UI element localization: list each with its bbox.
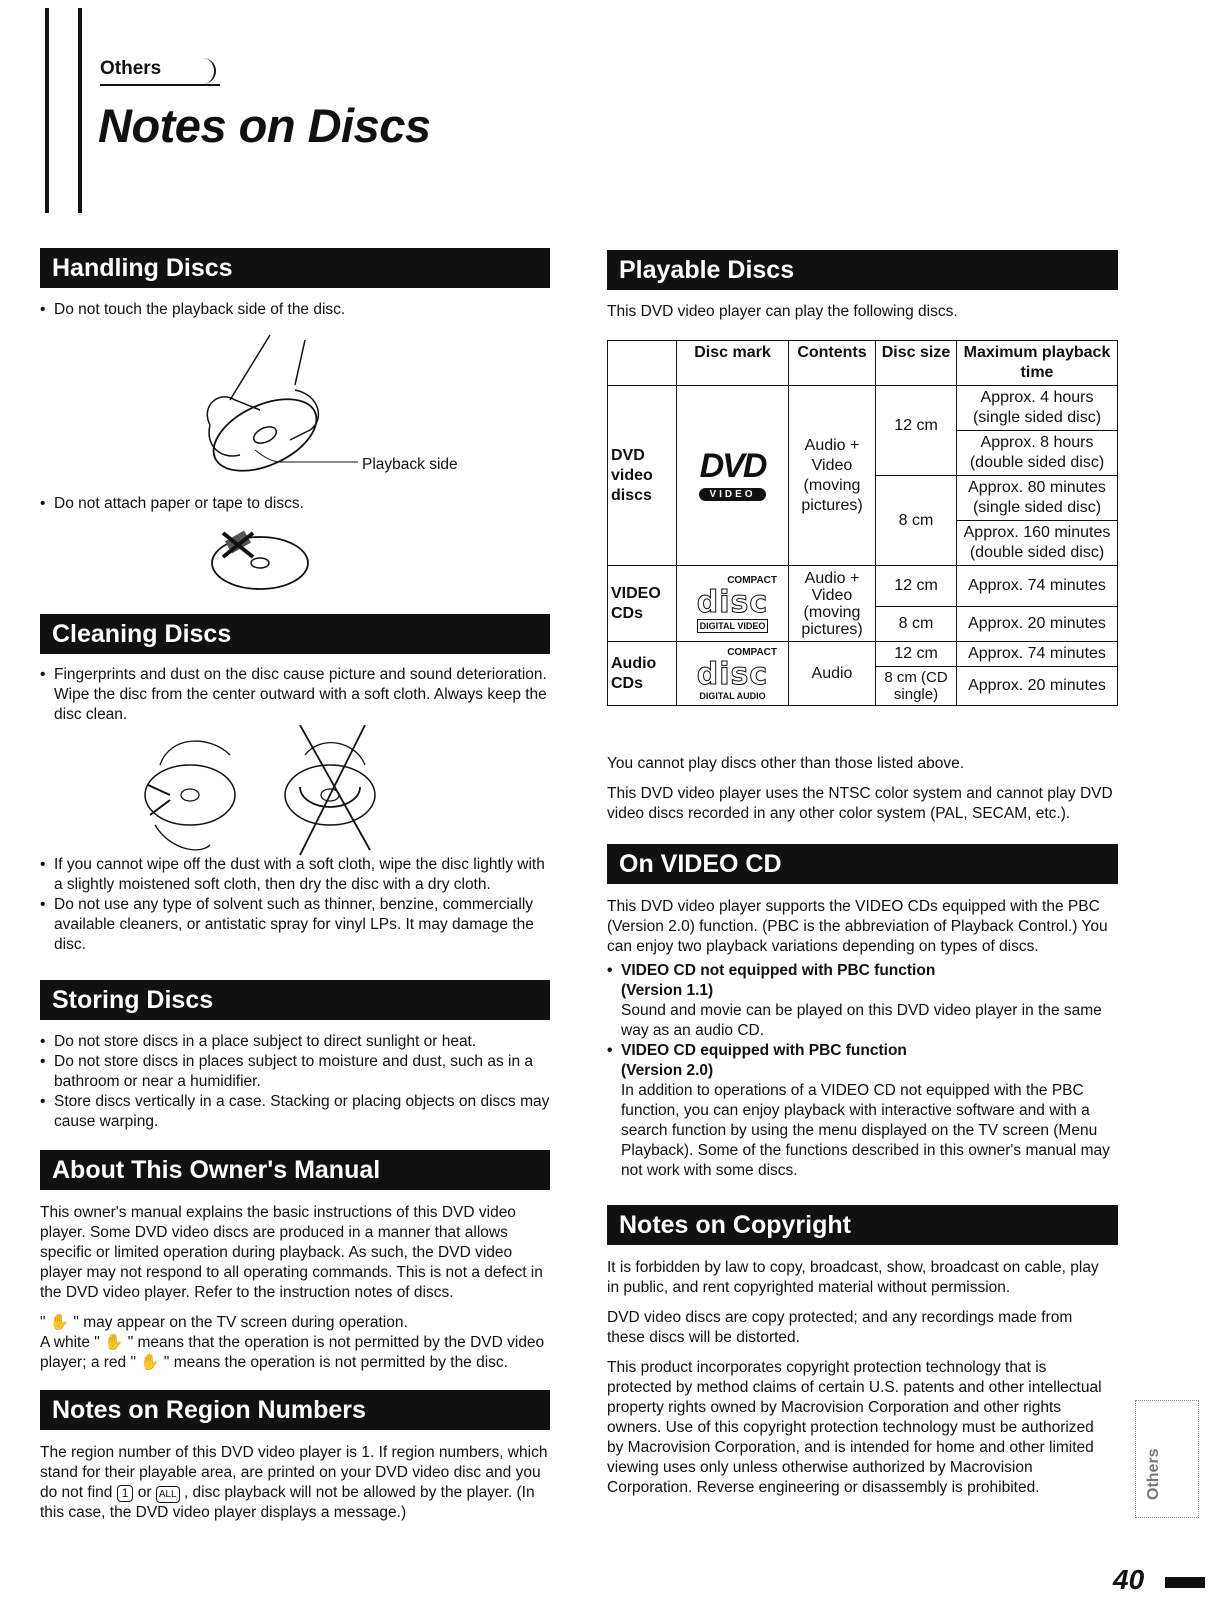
col-max-time: Maximum playback time — [957, 341, 1118, 386]
page-number-bar — [1165, 1577, 1205, 1588]
col-contents: Contents — [789, 341, 876, 386]
cleaning-bullet-1: • Fingerprints and dust on the disc cause picture and sound deterioration. Wipe the disc from the center outward with a soft cloth. Always keep the disc clean. — [40, 665, 550, 725]
copyright-text — [607, 1258, 1112, 1498]
vcd-size-8: 8 cm — [876, 607, 957, 642]
vcd-time-1: Approx. 74 minutes — [957, 566, 1118, 607]
video-cd-item-1-title: • VIDEO CD not equipped with PBC function — [607, 961, 1118, 981]
heading-video-cd: On VIDEO CD — [607, 844, 1118, 884]
acd-time-1: Approx. 74 minutes — [957, 642, 1118, 667]
acd-time-2: Approx. 20 minutes — [957, 667, 1118, 706]
vcd-logo-sub: DIGITAL VIDEO — [697, 619, 769, 633]
heading-manual: About This Owner's Manual — [40, 1150, 550, 1190]
dvd-time-4: Approx. 160 minutes (double sided disc) — [957, 521, 1118, 566]
region-icon-1: 1 — [117, 1485, 134, 1502]
col-disc-mark: Disc mark — [677, 341, 789, 386]
acd-logo-top: COMPACT — [727, 646, 777, 658]
table-row — [608, 386, 1118, 431]
video-cd-item-1-text: Sound and movie can be played on this DVD video player in the same way as an audio CD. — [621, 1002, 1102, 1039]
dvd-time-2: Approx. 8 hours (double sided disc) — [957, 431, 1118, 476]
dvd-time-3: Approx. 80 minutes (single sided disc) — [957, 476, 1118, 521]
heading-region: Notes on Region Numbers — [40, 1390, 550, 1430]
heading-cleaning: Cleaning Discs — [40, 614, 550, 654]
table-header-row — [608, 341, 1118, 386]
region-text-a: The region number of this DVD video player is 1. If region numbers, which stand for their playable area, are printed on your DVD video disc and you do not find — [40, 1444, 548, 1501]
cleaning-bullet-3: • Do not use any type of solvent such as thinner, benzine, commercially available cleaners, or antistatic spray for vinyl LPs. It may damage the disc. — [40, 895, 550, 955]
vcd-mark-cell — [677, 566, 789, 642]
table-row — [608, 566, 1118, 607]
manual-line-2: A white " ✋ " means that the operation is not permitted by the DVD video player; a red " ✋ " means the operation is not permitted by the disc. — [40, 1334, 545, 1371]
handling-text-1 — [40, 300, 550, 320]
manual-para-1: This owner's manual explains the basic instructions of this DVD video player. Some DVD video discs are produced in a manner that allows specific or limited operation during playback. As such, the DVD video player may not respond to all operating commands. This is not a defect in the DVD video player. Refer to the instruction notes of discs. — [40, 1204, 543, 1301]
region-icon-2: ALL — [156, 1486, 180, 1503]
vcd-label: VIDEO CDs — [608, 566, 677, 642]
playable-note-2: This DVD video player uses the NTSC color system and cannot play DVD video discs recorded in any other color system (PAL, SECAM, etc.). — [607, 785, 1113, 822]
region-text-b: , disc playback will not be allowed by the player. (In this case, the DVD video player displays a message.) — [40, 1484, 535, 1521]
page-title: Notes on Discs — [98, 99, 431, 152]
acd-logo: disc — [696, 656, 769, 692]
storing-text — [40, 1032, 550, 1132]
dvd-mark-cell — [677, 386, 789, 566]
vcd-time-2: Approx. 20 minutes — [957, 607, 1118, 642]
page-number: 40 — [1113, 1564, 1145, 1595]
vcd-logo: disc — [696, 585, 769, 620]
dvd-size-12: 12 cm — [876, 386, 957, 476]
heading-handling: Handling Discs — [40, 248, 550, 288]
copyright-para-2: DVD video discs are copy protected; and any recordings made from these discs will be distorted. — [607, 1309, 1073, 1346]
copyright-para-3: This product incorporates copyright protection technology that is protected by method claims of certain U.S. patents and other intellectual property rights owned by Macrovision Corporation and other rights owners. Use of this copyright protection technology must be authorized by Macrovision Corporation, and is intended for home and other limited viewing uses only unless otherwise authorized by Macrovision Corporation. Reverse engineering or disassembly is prohibited. — [607, 1359, 1102, 1496]
section-tab-label: Others — [1145, 1448, 1162, 1500]
video-cd-item-2-text: In addition to operations of a VIDEO CD not equipped with the PBC function, you can enjoy playback with interactive software and with a search function by using the menu displayed on the TV screen (Menu Playback). Some of the functions described in this owner's manual may not work with some discs. — [621, 1082, 1110, 1179]
acd-logo-sub: DIGITAL AUDIO — [699, 690, 766, 701]
video-cd-item-2-version: (Version 2.0) — [621, 1062, 714, 1079]
heading-playable: Playable Discs — [607, 250, 1118, 290]
storing-bullet-2: • Do not store discs in places subject to moisture and dust, such as in a bathroom or near a humidifier. — [40, 1052, 550, 1092]
hand-holding-disc-illustration — [200, 330, 380, 490]
cleaning-text-1 — [40, 665, 550, 725]
dvd-time-1: Approx. 4 hours (single sided disc) — [957, 386, 1118, 431]
vcd-logo-top: COMPACT — [727, 575, 777, 586]
storing-bullet-1: • Do not store discs in a place subject to direct sunlight or heat. — [40, 1032, 550, 1052]
acd-contents: Audio — [789, 642, 876, 706]
handling-bullet-2: • Do not attach paper or tape to discs. — [40, 494, 550, 514]
acd-size-8: 8 cm (CD single) — [876, 667, 957, 706]
acd-label: Audio CDs — [608, 642, 677, 706]
col-disc-size: Disc size — [876, 341, 957, 386]
cleaning-text-2 — [40, 855, 550, 955]
playable-note-1: You cannot play discs other than those listed above. — [607, 755, 965, 772]
playback-side-label: Playback side — [362, 456, 458, 473]
video-cd-item-1-version: (Version 1.1) — [621, 982, 714, 999]
margin-bar-right — [78, 8, 82, 213]
video-cd-item-2-title: • VIDEO CD equipped with PBC function — [607, 1041, 1118, 1061]
acd-mark-cell — [677, 642, 789, 706]
section-bracket — [202, 58, 216, 84]
margin-bar-left — [45, 8, 49, 213]
dvd-logo: DVD — [699, 446, 766, 485]
playable-notes — [607, 754, 1118, 824]
handling-text-2 — [40, 494, 550, 514]
playable-discs-table — [607, 340, 1118, 706]
dvd-logo-video: VIDEO — [699, 488, 765, 501]
copyright-para-1: It is forbidden by law to copy, broadcast, show, broadcast on cable, play in public, and rent copyrighted material without permission. — [607, 1259, 1099, 1296]
heading-copyright: Notes on Copyright — [607, 1205, 1118, 1245]
disc-with-tape-illustration — [205, 525, 315, 595]
manual-text — [40, 1203, 550, 1373]
storing-bullet-3: • Store discs vertically in a case. Stacking or placing objects on discs may cause warping. — [40, 1092, 550, 1132]
acd-size-12: 12 cm — [876, 642, 957, 667]
heading-storing: Storing Discs — [40, 980, 550, 1020]
dvd-label: DVD video discs — [608, 386, 677, 566]
dvd-size-8: 8 cm — [876, 476, 957, 566]
table-row — [608, 642, 1118, 667]
region-text-or: or — [137, 1484, 152, 1501]
vcd-size-12: 12 cm — [876, 566, 957, 607]
cleaning-bullet-2: • If you cannot wipe off the dust with a soft cloth, wipe the disc lightly with a slightly moistened soft cloth, then dry the disc with a dry cloth. — [40, 855, 550, 895]
region-text — [40, 1443, 550, 1523]
section-underline — [100, 84, 220, 86]
section-label: Others — [100, 58, 162, 79]
wiping-disc-illustrations — [130, 725, 410, 865]
manual-line-1: " ✋ " may appear on the TV screen during operation. — [40, 1314, 408, 1331]
dvd-contents: Audio + Video (moving pictures) — [789, 386, 876, 566]
vcd-contents: Audio + Video (moving pictures) — [789, 566, 876, 642]
playable-intro: This DVD video player can play the following discs. — [607, 303, 958, 320]
handling-bullet-1: • Do not touch the playback side of the disc. — [40, 300, 550, 320]
video-cd-text — [607, 897, 1118, 1181]
video-cd-intro: This DVD video player supports the VIDEO CDs equipped with the PBC (Version 2.0) function. (PBC is the abbreviation of Playback Control.) You can enjoy two playback variations depending on types of discs. — [607, 898, 1108, 955]
col-empty — [608, 341, 677, 386]
